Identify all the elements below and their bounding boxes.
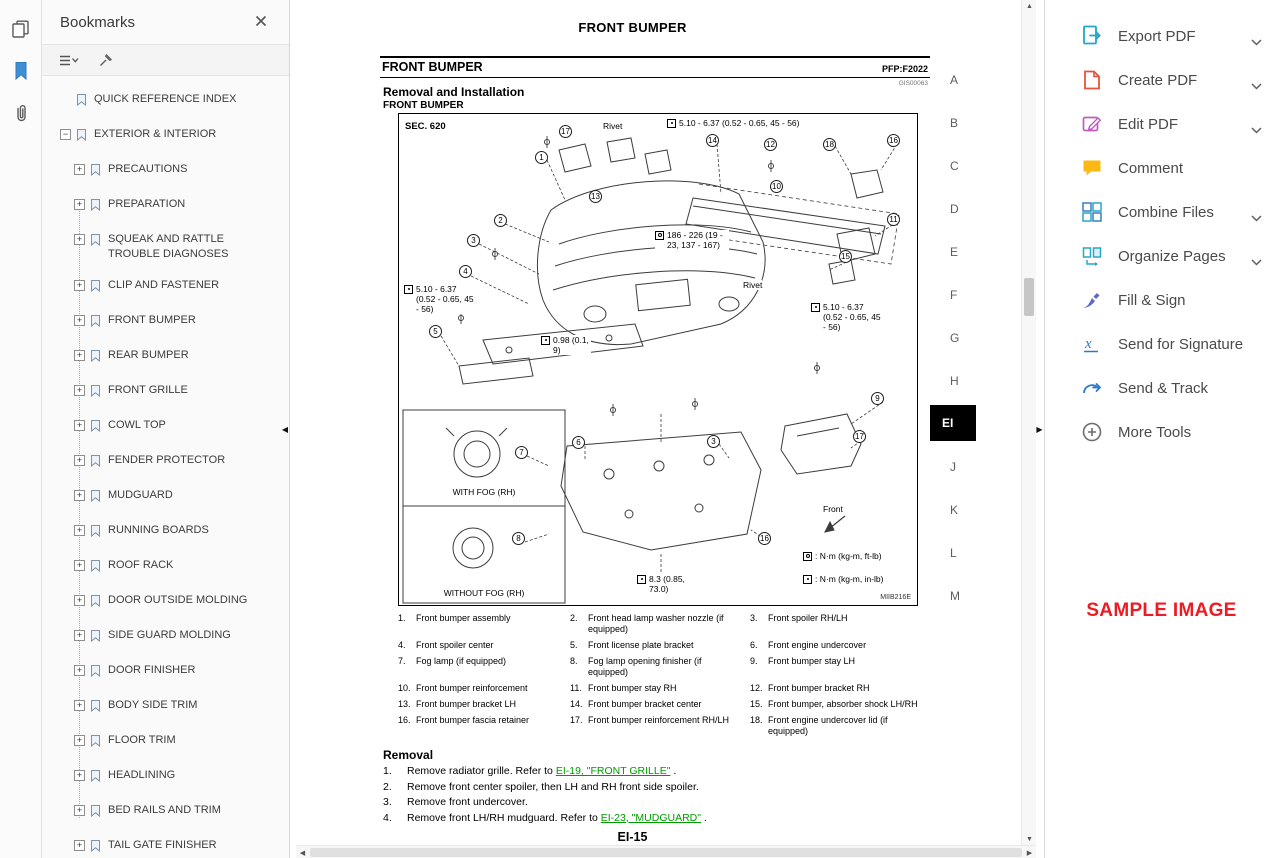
tool-label: Send for Signature: [1118, 335, 1244, 353]
torque-symbol-icon: [667, 119, 676, 128]
bookmark-icon: [90, 629, 101, 647]
tool-fill-sign[interactable]: [1045, 278, 1278, 322]
bookmark-icon: [90, 664, 101, 682]
bookmark-icon: [90, 233, 101, 251]
bookmark-label: EXTERIOR & INTERIOR: [94, 128, 217, 140]
torque-symbol-icon: [404, 285, 413, 294]
part-entry: 17. Front bumper reinforcement RH/LH: [570, 715, 730, 725]
part-entry: 5. Front license plate bracket: [570, 640, 694, 650]
callout-balloon: 3: [707, 435, 720, 448]
pin-bookmarks-button[interactable]: [96, 50, 116, 70]
bookmarks-toolbar: [42, 44, 289, 76]
collapse-bookmarks-handle[interactable]: ◀: [281, 424, 289, 434]
bookmark-icon: [90, 279, 101, 297]
close-icon: [255, 15, 267, 27]
scroll-down-arrow[interactable]: ▼: [1026, 835, 1033, 843]
tool-edit-pdf[interactable]: [1045, 102, 1278, 146]
torque-symbol-icon: [637, 575, 646, 584]
sub-subsection-heading: FRONT BUMPER: [383, 100, 464, 111]
callout-balloon: 9: [871, 392, 884, 405]
tool-more-tools[interactable]: [1045, 410, 1278, 454]
callout-balloon: 8: [512, 532, 525, 545]
bookmark-icon: [90, 198, 101, 216]
callout-balloon: 18: [823, 138, 836, 151]
pin-icon: [98, 52, 114, 68]
part-entry: 16. Front bumper fascia retainer: [398, 715, 530, 725]
bookmark-item[interactable]: [42, 445, 289, 480]
torque-spec-label: 5.10 - 6.37 (0.52 - 0.65, 45 - 56): [811, 302, 881, 332]
tool-label: Create PDF: [1118, 71, 1198, 89]
chevron-down-icon[interactable]: [1251, 253, 1262, 271]
expand-plus-icon[interactable]: +: [74, 280, 85, 291]
expand-plus-icon[interactable]: +: [74, 840, 85, 851]
expand-plus-icon[interactable]: +: [74, 234, 85, 245]
callout-balloon: 10: [770, 180, 783, 193]
torque-symbol-icon: [655, 231, 664, 240]
bookmark-item[interactable]: [42, 224, 289, 270]
expand-plus-icon[interactable]: +: [74, 385, 85, 396]
section-tab-b[interactable]: B: [950, 115, 959, 130]
horizontal-scroll-thumb[interactable]: [310, 848, 1022, 857]
section-tab-m[interactable]: M: [950, 588, 960, 603]
more-tools-plus-icon: [1081, 421, 1103, 443]
bookmark-label: PREPARATION: [108, 198, 186, 210]
bookmark-icon: [90, 454, 101, 472]
tool-send-for-signature[interactable]: [1045, 322, 1278, 366]
expand-plus-icon[interactable]: +: [74, 805, 85, 816]
torque-spec-label: 5.10 - 6.37 (0.52 - 0.65, 45 - 56): [404, 284, 474, 314]
bookmark-item[interactable]: [42, 119, 289, 154]
bookmark-label: BED RAILS AND TRIM: [108, 804, 221, 816]
expand-plus-icon[interactable]: +: [74, 700, 85, 711]
part-entry: 13. Front bumper bracket LH: [398, 699, 517, 709]
front-direction-label: Front: [823, 504, 843, 514]
torque-symbol-icon: [541, 336, 550, 345]
expand-plus-icon[interactable]: +: [74, 315, 85, 326]
callout-balloon: 16: [758, 532, 771, 545]
figure-section-label: SEC. 620: [405, 121, 446, 132]
rivet-label: Rivet: [743, 280, 763, 290]
bookmark-icon: [90, 419, 101, 437]
bookmark-label: REAR BUMPER: [108, 349, 189, 361]
bookmarks-tree: [42, 76, 289, 858]
edit-pdf-icon: [1081, 113, 1103, 135]
bookmark-label: CLIP AND FASTENER: [108, 279, 220, 291]
torque-symbol-icon: [803, 552, 812, 561]
expand-plus-icon[interactable]: +: [74, 164, 85, 175]
exploded-view-figure: [398, 113, 918, 606]
removal-step: 4. Remove front LH/RH mudguard. Refer to EI-23, "MUDGUARD" .: [383, 811, 707, 824]
torque-legend-ftlb: : N·m (kg-m, ft-lb): [803, 551, 882, 561]
bookmark-label: BODY SIDE TRIM: [108, 699, 198, 711]
bookmark-icon: [90, 839, 101, 857]
removal-step: 3. Remove front undercover.: [383, 796, 528, 808]
tool-send-track[interactable]: [1045, 366, 1278, 410]
send-arrow-icon: [1081, 377, 1103, 399]
section-tab-f[interactable]: F: [950, 287, 958, 302]
combine-files-icon: [1081, 201, 1103, 223]
bookmarks-panel-button[interactable]: [6, 56, 36, 86]
horizontal-scrollbar[interactable]: [296, 845, 1036, 858]
bookmark-icon: [76, 93, 87, 111]
part-entry: 18. Front engine undercover lid (if equipped): [750, 715, 888, 736]
bookmark-item[interactable]: [42, 410, 289, 445]
tools-panel: [1044, 0, 1278, 858]
rivet-label: Rivet: [603, 121, 623, 131]
callout-balloon: 5: [429, 325, 442, 338]
tool-organize-pages[interactable]: [1045, 234, 1278, 278]
tool-comment[interactable]: [1045, 146, 1278, 190]
bookmark-label: FRONT BUMPER: [108, 314, 196, 326]
page-thumbnails-icon: [11, 19, 31, 39]
torque-legend-inlb: : N·m (kg-m, in-lb): [803, 574, 883, 584]
torque-spec-label: 186 - 226 (19 - 23, 137 - 167): [655, 230, 729, 250]
expand-plus-icon[interactable]: +: [74, 735, 85, 746]
tool-label: More Tools: [1118, 423, 1192, 441]
torque-spec-label: 5.10 - 6.37 (0.52 - 0.65, 45 - 56): [667, 118, 800, 128]
bookmark-icon: [90, 594, 101, 612]
scroll-right-arrow[interactable]: ▶: [1026, 849, 1033, 857]
part-entry: 11. Front bumper stay RH: [570, 683, 677, 693]
expand-plus-icon[interactable]: +: [74, 560, 85, 571]
bookmark-label: FLOOR TRIM: [108, 734, 176, 746]
expand-plus-icon[interactable]: +: [74, 595, 85, 606]
bookmark-item[interactable]: [42, 620, 289, 655]
vertical-scrollbar[interactable]: [1021, 0, 1036, 845]
figure-code: MIIB216E: [880, 594, 911, 601]
bookmark-item[interactable]: [42, 515, 289, 550]
bookmark-label: SQUEAK AND RATTLE TROUBLE DIAGNOSES: [108, 233, 229, 260]
torque-symbol-icon: [811, 303, 820, 312]
torque-symbol-icon: [803, 575, 812, 584]
part-entry: 12. Front bumper bracket RH: [750, 683, 870, 693]
options-list-icon: [58, 54, 80, 67]
section-tab-strip: [938, 58, 988, 617]
bookmark-item[interactable]: [42, 375, 289, 410]
part-entry: 1. Front bumper assembly: [398, 613, 511, 623]
bookmark-icon: [90, 384, 101, 402]
expand-plus-icon[interactable]: +: [74, 630, 85, 641]
bookmark-icon: [90, 489, 101, 507]
bookmarks-panel-title: Bookmarks: [60, 13, 136, 31]
expand-plus-icon[interactable]: +: [74, 770, 85, 781]
subsection-heading: Removal and Installation: [383, 85, 525, 99]
section-tab-k[interactable]: K: [950, 502, 959, 517]
part-entry: 2. Front head lamp washer nozzle (if equipped): [570, 613, 724, 634]
without-fog-label: WITHOUT FOG (RH): [443, 588, 525, 598]
callout-balloon: 6: [572, 436, 585, 449]
create-pdf-icon: [1081, 69, 1103, 91]
removal-step: 1. Remove radiator grille. Refer to EI-19, "FRONT GRILLE" .: [383, 765, 677, 777]
pdf-page: [335, 0, 930, 858]
vertical-scroll-thumb[interactable]: [1024, 278, 1034, 316]
section-tab-e[interactable]: E: [950, 244, 959, 259]
part-entry: 8. Fog lamp opening finisher (if equipped): [570, 656, 702, 677]
callout-balloon: 12: [764, 138, 777, 151]
tool-label: Fill & Sign: [1118, 291, 1186, 309]
bookmark-label: HEADLINING: [108, 769, 176, 781]
bookmark-icon: [90, 699, 101, 717]
part-entry: 7. Fog lamp (if equipped): [398, 656, 507, 666]
document-viewport: [290, 0, 1044, 858]
collapse-tools-handle[interactable]: ▶: [1036, 424, 1043, 434]
bookmark-item[interactable]: [42, 340, 289, 375]
callout-balloon: 4: [459, 265, 472, 278]
svg-text:x: x: [1085, 336, 1092, 352]
bookmark-label: ROOF RACK: [108, 559, 174, 571]
organize-pages-icon: [1081, 245, 1103, 267]
tool-label: Combine Files: [1118, 203, 1214, 221]
collapse-minus-icon[interactable]: −: [60, 129, 71, 140]
expand-plus-icon[interactable]: +: [74, 665, 85, 676]
bookmark-item[interactable]: [42, 690, 289, 725]
part-entry: 4. Front spoiler center: [398, 640, 494, 650]
bookmarks-icon: [13, 61, 29, 81]
expand-plus-icon[interactable]: +: [74, 525, 85, 536]
bookmark-item[interactable]: [42, 84, 289, 119]
chevron-down-icon[interactable]: [1251, 121, 1262, 139]
section-tab-h[interactable]: H: [950, 373, 959, 388]
bookmark-icon: [90, 734, 101, 752]
tool-label: Organize Pages: [1118, 247, 1226, 265]
tool-create-pdf[interactable]: [1045, 58, 1278, 102]
part-entry: 10. Front bumper reinforcement: [398, 683, 528, 693]
bookmark-icon: [90, 163, 101, 181]
tool-export-pdf[interactable]: [1045, 14, 1278, 58]
bookmark-label: SIDE GUARD MOLDING: [108, 629, 231, 641]
torque-spec-label: 0.98 (0.1, 9): [541, 335, 591, 355]
removal-heading: Removal: [383, 748, 434, 762]
bookmark-item[interactable]: [42, 550, 289, 585]
export-pdf-icon: [1081, 25, 1103, 47]
comment-icon: [1081, 157, 1103, 179]
tool-combine-files[interactable]: [1045, 190, 1278, 234]
removal-steps: [383, 764, 928, 826]
expand-plus-icon[interactable]: +: [74, 455, 85, 466]
cross-reference-link[interactable]: EI-23, "MUDGUARD": [600, 811, 701, 824]
section-heading-row: [380, 56, 930, 78]
section-heading: FRONT BUMPER: [382, 60, 483, 74]
tool-label: Edit PDF: [1118, 115, 1179, 133]
bookmark-options-button[interactable]: [56, 52, 82, 69]
part-entry: 3. Front spoiler RH/LH: [750, 613, 848, 623]
bookmark-item[interactable]: [42, 189, 289, 224]
bookmark-item[interactable]: [42, 270, 289, 305]
bookmark-label: FENDER PROTECTOR: [108, 454, 226, 466]
callout-balloon: 14: [706, 134, 719, 147]
running-header: FRONT BUMPER: [578, 20, 687, 35]
part-entry: 9. Front bumper stay LH: [750, 656, 856, 666]
bookmark-icon: [90, 769, 101, 787]
part-entry: 15. Front bumper, absorber shock LH/RH: [750, 699, 918, 709]
chevron-down-icon[interactable]: [1251, 33, 1262, 51]
bookmark-label: DOOR OUTSIDE MOLDING: [108, 594, 248, 606]
bookmark-icon: [90, 524, 101, 542]
callout-balloon: 3: [467, 234, 480, 247]
callout-balloon: 7: [515, 446, 528, 459]
expand-plus-icon[interactable]: +: [74, 490, 85, 501]
tool-label: Send & Track: [1118, 379, 1209, 397]
bookmark-label: DOOR FINISHER: [108, 664, 196, 676]
bookmark-item[interactable]: [42, 725, 289, 760]
paperclip-icon: [12, 103, 30, 123]
page-number: EI-15: [617, 830, 648, 844]
bookmark-label: RUNNING BOARDS: [108, 524, 209, 536]
sample-image-watermark: SAMPLE IMAGE: [1086, 600, 1237, 621]
bookmark-item[interactable]: [42, 795, 289, 830]
doc-code: GIS00063: [898, 80, 928, 87]
bookmarks-panel-header: [42, 0, 289, 44]
callout-balloon: 13: [589, 190, 602, 203]
bookmark-item[interactable]: [42, 305, 289, 340]
bookmark-icon: [90, 559, 101, 577]
bookmark-label: COWL TOP: [108, 419, 166, 431]
bookmark-item[interactable]: [42, 655, 289, 690]
bookmark-item[interactable]: [42, 760, 289, 795]
callout-balloon: 2: [494, 214, 507, 227]
section-tab-ei-active[interactable]: EI: [930, 405, 976, 441]
attachments-button[interactable]: [6, 98, 36, 128]
bumper-diagram-art: [399, 114, 919, 607]
tool-label: Export PDF: [1118, 27, 1196, 45]
callout-balloon: 1: [535, 151, 548, 164]
bookmark-item[interactable]: [42, 585, 289, 620]
cross-reference-link[interactable]: EI-19, "FRONT GRILLE": [555, 765, 671, 777]
bookmark-item[interactable]: [42, 830, 289, 858]
expand-plus-icon[interactable]: +: [74, 199, 85, 210]
chevron-down-icon[interactable]: [1251, 209, 1262, 227]
section-tab-c[interactable]: C: [950, 158, 959, 173]
bookmarks-panel: [42, 0, 290, 858]
section-tab-d[interactable]: D: [950, 201, 959, 216]
bookmark-item[interactable]: [42, 480, 289, 515]
left-toolbar: [0, 0, 42, 858]
part-entry: 14. Front bumper bracket center: [570, 699, 702, 709]
bookmark-label: FRONT GRILLE: [108, 384, 188, 396]
section-tab-j[interactable]: J: [950, 459, 956, 474]
chevron-down-icon[interactable]: [1251, 77, 1262, 95]
callout-balloon: 15: [839, 250, 852, 263]
removal-step: 2. Remove front center spoiler, then LH and RH front side spoiler.: [383, 780, 699, 793]
callout-balloon: 16: [887, 134, 900, 147]
bookmark-icon: [90, 804, 101, 822]
bookmark-icon: [76, 128, 87, 146]
tool-label: Comment: [1118, 159, 1184, 177]
bookmark-item[interactable]: [42, 154, 289, 189]
section-tab-a[interactable]: A: [950, 72, 959, 87]
callout-balloon: 17: [559, 125, 572, 138]
signature-x-icon: [1081, 333, 1103, 355]
fill-sign-icon: [1081, 289, 1103, 311]
callout-balloon: 11: [887, 213, 900, 226]
callout-balloon: 17: [853, 430, 866, 443]
bookmark-label: PRECAUTIONS: [108, 163, 188, 175]
close-bookmarks-button[interactable]: [251, 11, 271, 34]
part-entry: 6. Front engine undercover: [750, 640, 867, 650]
bookmark-icon: [90, 314, 101, 332]
expand-plus-icon[interactable]: +: [74, 420, 85, 431]
section-tab-g[interactable]: G: [950, 330, 960, 345]
bookmark-label: MUDGUARD: [108, 489, 173, 501]
scroll-left-arrow[interactable]: ◀: [299, 849, 306, 857]
parts-legend-table: [398, 613, 930, 737]
bookmark-icon: [90, 349, 101, 367]
pfp-code: PFP:F2022: [881, 64, 928, 74]
with-fog-label: WITH FOG (RH): [452, 487, 516, 497]
section-tab-l[interactable]: L: [950, 545, 957, 560]
bookmark-label: QUICK REFERENCE INDEX: [94, 93, 237, 105]
torque-spec-label: 8.3 (0.85, 73.0): [637, 574, 701, 594]
page-thumbnails-button[interactable]: [6, 14, 36, 44]
bookmark-label: TAIL GATE FINISHER: [108, 839, 217, 851]
expand-plus-icon[interactable]: +: [74, 350, 85, 361]
scroll-up-arrow[interactable]: ▲: [1026, 2, 1033, 10]
